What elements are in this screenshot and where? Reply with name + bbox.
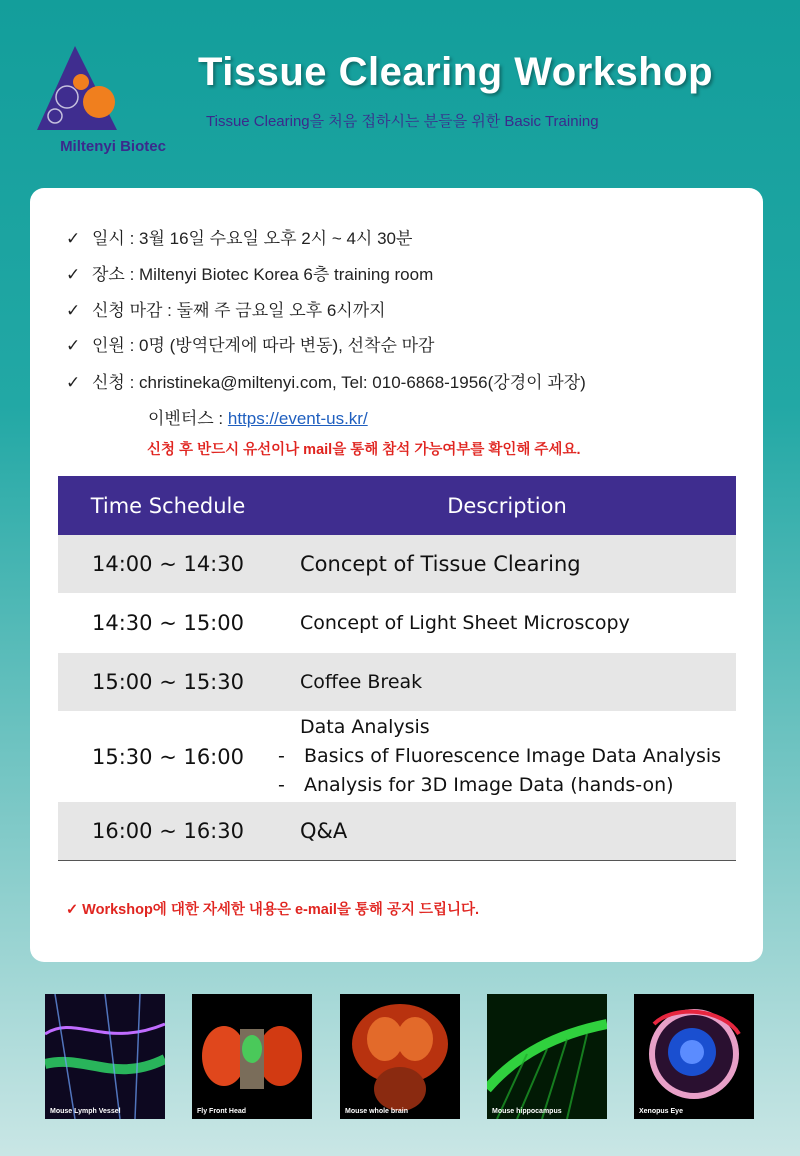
gallery-image (634, 994, 754, 1119)
row-time: 15:30 ~ 16:00 (92, 744, 244, 769)
row-description: Concept of Light Sheet Microscopy (300, 612, 630, 634)
gallery-image (340, 994, 460, 1119)
info-deadline: ✓ 신청 마감 : 둘째 주 금요일 오후 6시까지 (66, 301, 386, 320)
hippocampus-image-icon (487, 994, 607, 1119)
gallery-caption: Mouse hippocampus (492, 1108, 562, 1115)
dash-icon: - (278, 774, 285, 796)
brand-name: Miltenyi Biotec (60, 138, 166, 155)
info-card (30, 188, 763, 962)
check-icon: ✓ (66, 336, 81, 355)
info-apply: ✓ 신청 : christineka@miltenyi.com, Tel: 010-6868-1956(강경이 과장) (66, 373, 586, 392)
info-location: ✓ 장소 : Miltenyi Biotec Korea 6층 training room (66, 265, 434, 284)
image-gallery (0, 994, 800, 1119)
gallery-caption: Xenopus Eye (639, 1108, 683, 1115)
gallery-caption: Mouse Lymph Vessel (50, 1108, 121, 1115)
table-row (58, 802, 736, 860)
page-title: Tissue Clearing Workshop (198, 50, 714, 94)
bullet-item: - Analysis for 3D Image Data (hands-on) (278, 771, 736, 800)
row-time: 14:00 ~ 14:30 (58, 535, 278, 593)
column-header-description: Description (278, 476, 736, 535)
miltenyi-triangle-logo-icon (33, 42, 193, 137)
table-row (58, 593, 736, 653)
bullet-item: - Basics of Fluorescence Image Data Analysis (278, 742, 736, 771)
footer-notice: ✓ Workshop에 대한 자세한 내용은 e-mail을 통해 공지 드립니다. (66, 902, 480, 918)
row-description: Concept of Tissue Clearing (278, 535, 736, 593)
column-header-time: Time Schedule (58, 476, 278, 535)
row-time: 15:00 ~ 15:30 (58, 653, 278, 711)
xenopus-eye-image-icon (634, 994, 754, 1119)
dash-icon: - (278, 745, 285, 767)
table-row (58, 653, 736, 711)
check-icon: ✓ (66, 229, 81, 248)
table-row (58, 535, 736, 593)
gallery-caption: Mouse whole brain (345, 1108, 409, 1115)
fly-head-image-icon (192, 994, 312, 1119)
page-subtitle: Tissue Clearing을 처음 접하시는 분들을 위한 Basic Training (206, 113, 599, 130)
gallery-image (45, 994, 165, 1119)
check-icon: ✓ (66, 373, 81, 392)
check-icon: ✓ (66, 265, 81, 284)
gallery-caption: Fly Front Head (197, 1108, 247, 1115)
row-description (278, 711, 736, 802)
row-time: 16:00 ~ 16:30 (58, 802, 278, 860)
row-description: Q&A (278, 802, 736, 860)
eventus-line: 이벤터스 : https://event-us.kr/ (148, 409, 368, 428)
row-description-title: Data Analysis (300, 716, 430, 738)
info-date: ✓ 일시 : 3월 16일 수요일 오후 2시 ~ 4시 30분 (66, 229, 413, 248)
schedule-table (58, 476, 736, 861)
eventus-link[interactable]: https://event-us.kr/ (227, 409, 368, 428)
confirmation-notice: 신청 후 반드시 유선이나 mail을 통해 참석 가능여부를 확인해 주세요. (147, 442, 581, 458)
row-time: 14:30 ~ 15:00 (92, 611, 244, 635)
row-description: Coffee Break (278, 653, 736, 711)
brand-logo (28, 42, 198, 162)
check-icon: ✓ (66, 301, 81, 320)
lymph-vessel-image-icon (45, 994, 165, 1119)
info-capacity: ✓ 인원 : 0명 (방역단계에 따라 변동), 선착순 마감 (66, 336, 435, 355)
gallery-image (487, 994, 607, 1119)
mouse-brain-image-icon (340, 994, 460, 1119)
table-row (58, 711, 736, 802)
table-header-row (58, 476, 736, 535)
gallery-image (192, 994, 312, 1119)
